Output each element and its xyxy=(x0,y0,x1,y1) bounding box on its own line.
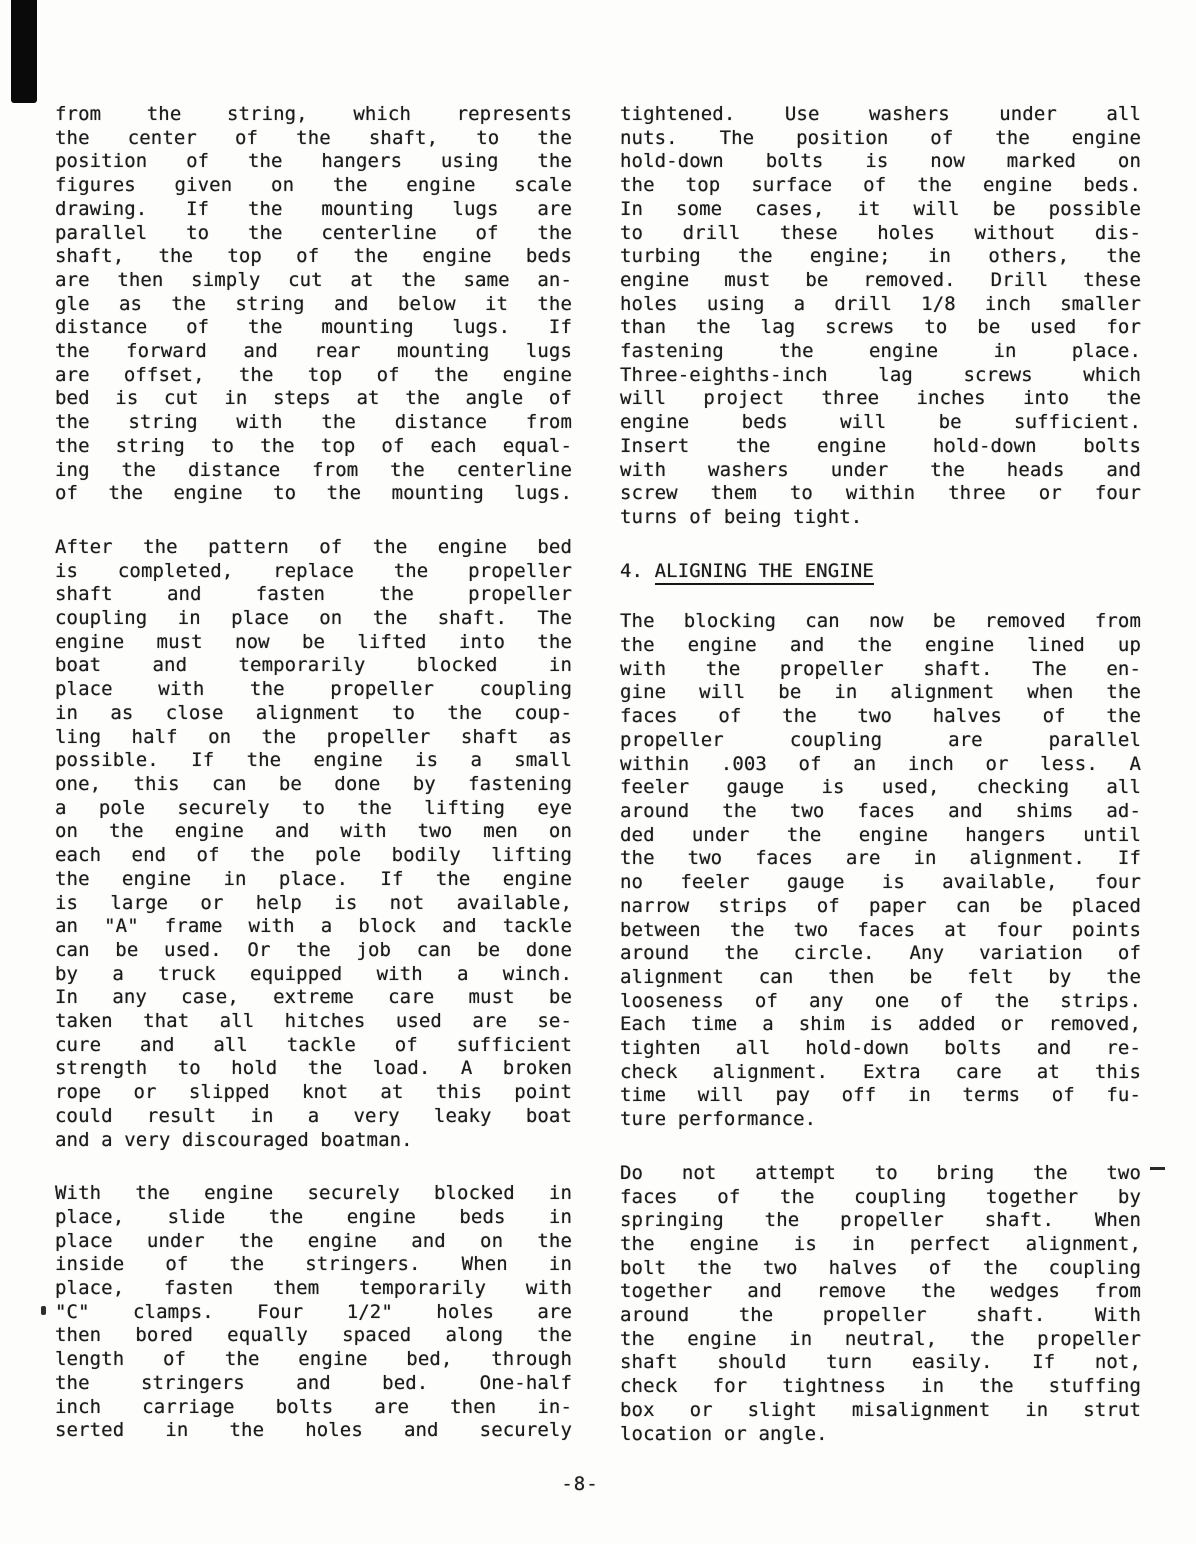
text-line: place, fasten them temporarily with xyxy=(55,1277,572,1300)
section-number: 4. xyxy=(620,559,655,582)
text-line: are then simply cut at the same an- xyxy=(55,268,572,291)
text-line: are offset, the top of the engine xyxy=(55,363,572,386)
text-line: bolt the two halves of the coupling xyxy=(620,1256,1141,1279)
text-line: of the engine to the mounting lugs. xyxy=(55,482,572,505)
text-line: hold-down bolts is now marked on xyxy=(620,150,1141,173)
text-line: the engine in neutral, the propeller xyxy=(620,1327,1141,1350)
text-line: shaft, the top of the engine beds xyxy=(55,245,572,268)
text-line: alignment can then be felt by the xyxy=(620,965,1141,988)
text-line: propeller coupling are parallel xyxy=(620,728,1141,751)
text-line: Three-eighths-inch lag screws which xyxy=(620,363,1141,386)
text-line: then bored equally spaced along the xyxy=(55,1324,572,1347)
text-line: fastening the engine in place. xyxy=(620,340,1141,363)
text-line: with the propeller shaft. The en- xyxy=(620,657,1141,680)
text-line: and a very discouraged boatman. xyxy=(55,1128,413,1151)
text-line: turns of being tight. xyxy=(620,505,863,528)
paragraph xyxy=(620,1162,1141,1446)
text-line: After the pattern of the engine bed xyxy=(55,535,572,558)
text-line: screw them to within three or four xyxy=(620,482,1141,505)
text-line: taken that all hitches used are se- xyxy=(55,1010,572,1033)
left-text-column xyxy=(55,103,572,1443)
text-line: tightened. Use washers under all xyxy=(620,103,1141,125)
right-text-column xyxy=(620,103,1141,1446)
right-margin-dash-artifact xyxy=(1150,1167,1165,1170)
text-line: no feeler gauge is available, four xyxy=(620,871,1141,894)
text-line: check alignment. Extra care at this xyxy=(620,1060,1141,1083)
text-line: length of the engine bed, through xyxy=(55,1348,572,1371)
text-line: within .003 of an inch or less. A xyxy=(620,752,1141,775)
text-line: place, slide the engine beds in xyxy=(55,1205,572,1228)
section-heading xyxy=(620,560,1141,584)
text-line: together and remove the wedges from xyxy=(620,1280,1141,1303)
text-line: faces of the two halves of the xyxy=(620,705,1141,728)
text-line: to drill these holes without dis- xyxy=(620,221,1141,244)
text-line: the center of the shaft, to the xyxy=(55,126,572,149)
text-line: is completed, replace the propeller xyxy=(55,559,572,582)
text-line: With the engine securely blocked in xyxy=(55,1182,572,1205)
text-line: the engine is in perfect alignment, xyxy=(620,1232,1141,1255)
page-number: -8- xyxy=(561,1473,599,1495)
text-line: from the string, which represents xyxy=(55,103,572,125)
text-line: the string to the top of each equal- xyxy=(55,434,572,457)
text-line: around the circle. Any variation of xyxy=(620,942,1141,965)
text-line: engine must be removed. Drill these xyxy=(620,268,1141,291)
text-line: turbing the engine; in others, the xyxy=(620,245,1141,268)
text-line: by a truck equipped with a winch. xyxy=(55,962,572,985)
text-line: is large or help is not available, xyxy=(55,891,572,914)
text-line: strength to hold the load. A broken xyxy=(55,1057,572,1080)
paragraph xyxy=(55,103,572,506)
text-line: distance of the mounting lugs. If xyxy=(55,316,572,339)
text-line: ded under the engine hangers until xyxy=(620,823,1141,846)
text-line: cure and all tackle of sufficient xyxy=(55,1033,572,1056)
text-line: shaft and fasten the propeller xyxy=(55,583,572,606)
text-line: Each time a shim is added or removed, xyxy=(620,1013,1141,1036)
text-line: the string with the distance from xyxy=(55,411,572,434)
text-line: the stringers and bed. One-half xyxy=(55,1371,572,1394)
text-line: one, this can be done by fastening xyxy=(55,772,572,795)
paragraph xyxy=(55,1182,572,1443)
paragraph xyxy=(620,103,1141,530)
text-line: serted in the holes and securely xyxy=(55,1419,572,1442)
text-line: boat and temporarily blocked in xyxy=(55,654,572,677)
text-line: engine beds will be sufficient. xyxy=(620,411,1141,434)
text-line: gle as the string and below it the xyxy=(55,292,572,315)
text-line: could result in a very leaky boat xyxy=(55,1104,572,1127)
text-line: location or angle. xyxy=(620,1422,828,1445)
text-line: an "A" frame with a block and tackle xyxy=(55,915,572,938)
text-line: position of the hangers using the xyxy=(55,150,572,173)
top-left-scan-artifact xyxy=(11,0,37,103)
text-line: the forward and rear mounting lugs xyxy=(55,340,572,363)
text-line: in as close alignment to the coup- xyxy=(55,701,572,724)
left-margin-speck-artifact xyxy=(41,1306,46,1315)
text-line: figures given on the engine scale xyxy=(55,174,572,197)
text-line: drawing. If the mounting lugs are xyxy=(55,197,572,220)
text-line: narrow strips of paper can be placed xyxy=(620,894,1141,917)
text-line: time will pay off in terms of fu- xyxy=(620,1084,1141,1107)
text-line: "C" clamps. Four 1/2" holes are xyxy=(55,1300,572,1323)
text-line: Do not attempt to bring the two xyxy=(620,1161,1141,1184)
paragraph xyxy=(620,610,1141,1131)
text-line: the engine and the engine lined up xyxy=(620,634,1141,657)
text-line: In any case, extreme care must be xyxy=(55,986,572,1009)
section-title: ALIGNING THE ENGINE xyxy=(655,560,874,585)
text-line: nuts. The position of the engine xyxy=(620,126,1141,149)
text-line: ture performance. xyxy=(620,1108,817,1131)
text-line: check for tightness in the stuffing xyxy=(620,1375,1141,1398)
text-line: possible. If the engine is a small xyxy=(55,749,572,772)
text-line: rope or slipped knot at this point xyxy=(55,1081,572,1104)
text-line: inch carriage bolts are then in- xyxy=(55,1395,572,1418)
text-line: engine must now be lifted into the xyxy=(55,630,572,653)
text-line: The blocking can now be removed from xyxy=(620,610,1141,633)
text-line: looseness of any one of the strips. xyxy=(620,989,1141,1012)
text-line: each end of the pole bodily lifting xyxy=(55,844,572,867)
text-line: ing the distance from the centerline xyxy=(55,458,572,481)
text-line: with washers under the heads and xyxy=(620,458,1141,481)
text-line: place under the engine and on the xyxy=(55,1229,572,1252)
text-line: gine will be in alignment when the xyxy=(620,681,1141,704)
text-line: around the two faces and shims ad- xyxy=(620,799,1141,822)
text-line: the two faces are in alignment. If xyxy=(620,847,1141,870)
text-line: springing the propeller shaft. When xyxy=(620,1209,1141,1232)
text-line: ling half on the propeller shaft as xyxy=(55,725,572,748)
text-line: can be used. Or the job can be done xyxy=(55,938,572,961)
text-line: coupling in place on the shaft. The xyxy=(55,607,572,630)
text-line: shaft should turn easily. If not, xyxy=(620,1351,1141,1374)
text-line: than the lag screws to be used for xyxy=(620,316,1141,339)
text-line: In some cases, it will be possible xyxy=(620,197,1141,220)
text-line: inside of the stringers. When in xyxy=(55,1253,572,1276)
text-line: Insert the engine hold-down bolts xyxy=(620,434,1141,457)
text-line: between the two faces at four points xyxy=(620,918,1141,941)
text-line: place with the propeller coupling xyxy=(55,678,572,701)
text-line: the top surface of the engine beds. xyxy=(620,174,1141,197)
text-line: feeler gauge is used, checking all xyxy=(620,776,1141,799)
text-line: tighten all hold-down bolts and re- xyxy=(620,1037,1141,1060)
paragraph xyxy=(55,536,572,1152)
text-line: holes using a drill 1/8 inch smaller xyxy=(620,292,1141,315)
text-line: bed is cut in steps at the angle of xyxy=(55,387,572,410)
text-line: box or slight misalignment in strut xyxy=(620,1398,1141,1421)
text-line: a pole securely to the lifting eye xyxy=(55,796,572,819)
text-line: the engine in place. If the engine xyxy=(55,867,572,890)
text-line: faces of the coupling together by xyxy=(620,1185,1141,1208)
text-line: will project three inches into the xyxy=(620,387,1141,410)
text-line: around the propeller shaft. With xyxy=(620,1304,1141,1327)
text-line: on the engine and with two men on xyxy=(55,820,572,843)
text-line: parallel to the centerline of the xyxy=(55,221,572,244)
